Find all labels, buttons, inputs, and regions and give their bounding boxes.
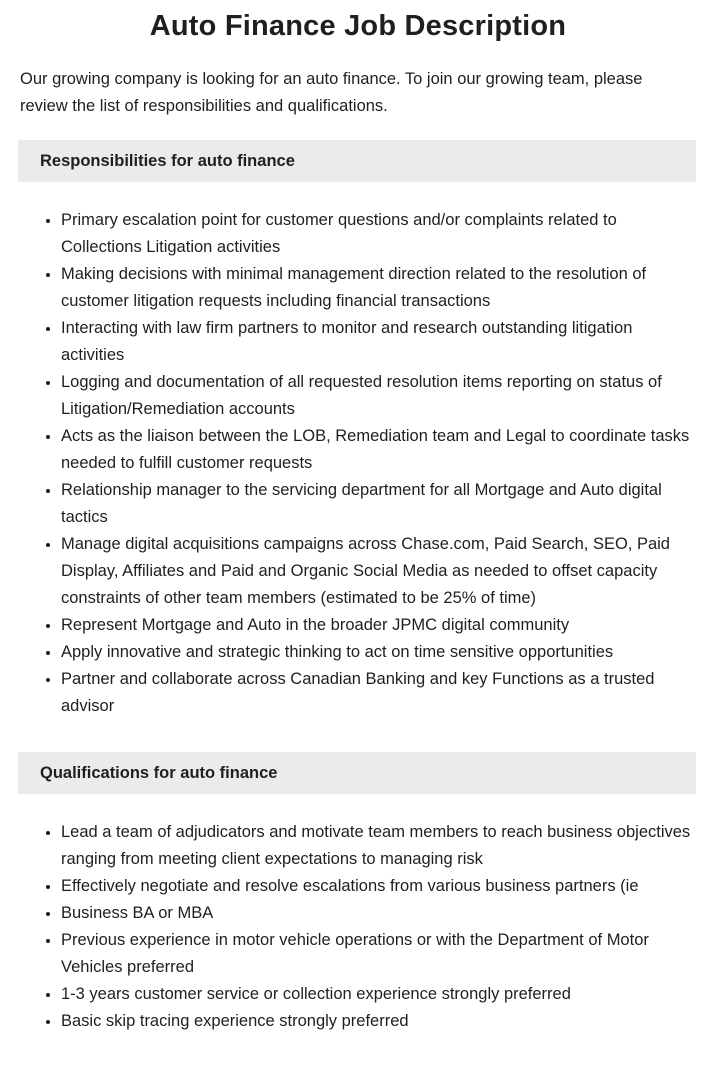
list-item: • Represent Mortgage and Auto in the broader JPMC digital community <box>61 612 694 639</box>
list-item: • Primary escalation point for customer questions and/or complaints related to Collections Litigation activities <box>61 207 694 261</box>
section-responsibilities <box>0 140 720 720</box>
intro-paragraph: Our growing company is looking for an auto finance. To join our growing team, please review the list of responsibilities and qualifications. <box>20 70 643 116</box>
job-description-document <box>0 10 720 1035</box>
list-item: • Lead a team of adjudicators and motivate team members to reach business objectives ranging from meeting client expectations to managing risk <box>61 819 694 873</box>
list-item: • Interacting with law firm partners to monitor and research outstanding litigation activities <box>61 315 694 369</box>
list-item: • Making decisions with minimal management direction related to the resolution of customer litigation requests including financial transactions <box>61 261 694 315</box>
list-item: • Basic skip tracing experience strongly preferred <box>61 1008 694 1035</box>
list-item: • Apply innovative and strategic thinking to act on time sensitive opportunities <box>61 639 694 666</box>
list-item: • Effectively negotiate and resolve escalations from various business partners (ie <box>61 873 694 900</box>
page-title: Auto Finance Job Description <box>149 10 567 42</box>
list-item: • Partner and collaborate across Canadian Banking and key Functions as a trusted advisor <box>61 666 694 720</box>
list-item: • Relationship manager to the servicing department for all Mortgage and Auto digital tactics <box>61 477 694 531</box>
qualifications-list <box>20 819 694 1035</box>
section-qualifications <box>0 752 720 1035</box>
list-item: • Business BA or MBA <box>61 900 694 927</box>
responsibilities-list <box>20 207 694 720</box>
section-heading-qualifications: Qualifications for auto finance <box>18 752 696 794</box>
list-item: • 1-3 years customer service or collection experience strongly preferred <box>61 981 694 1008</box>
list-item: • Acts as the liaison between the LOB, Remediation team and Legal to coordinate tasks needed to fulfill customer requests <box>61 423 694 477</box>
list-item: • Previous experience in motor vehicle operations or with the Department of Motor Vehicles preferred <box>61 927 694 981</box>
list-item: • Logging and documentation of all requested resolution items reporting on status of Litigation/Remediation accounts <box>61 369 694 423</box>
list-item: • Manage digital acquisitions campaigns across Chase.com, Paid Search, SEO, Paid Display, Affiliates and Paid and Organic Social Media as needed to offset capacity constraints of other team members (estimated to be 25% of time) <box>61 531 694 612</box>
section-heading-responsibilities: Responsibilities for auto finance <box>18 140 696 182</box>
